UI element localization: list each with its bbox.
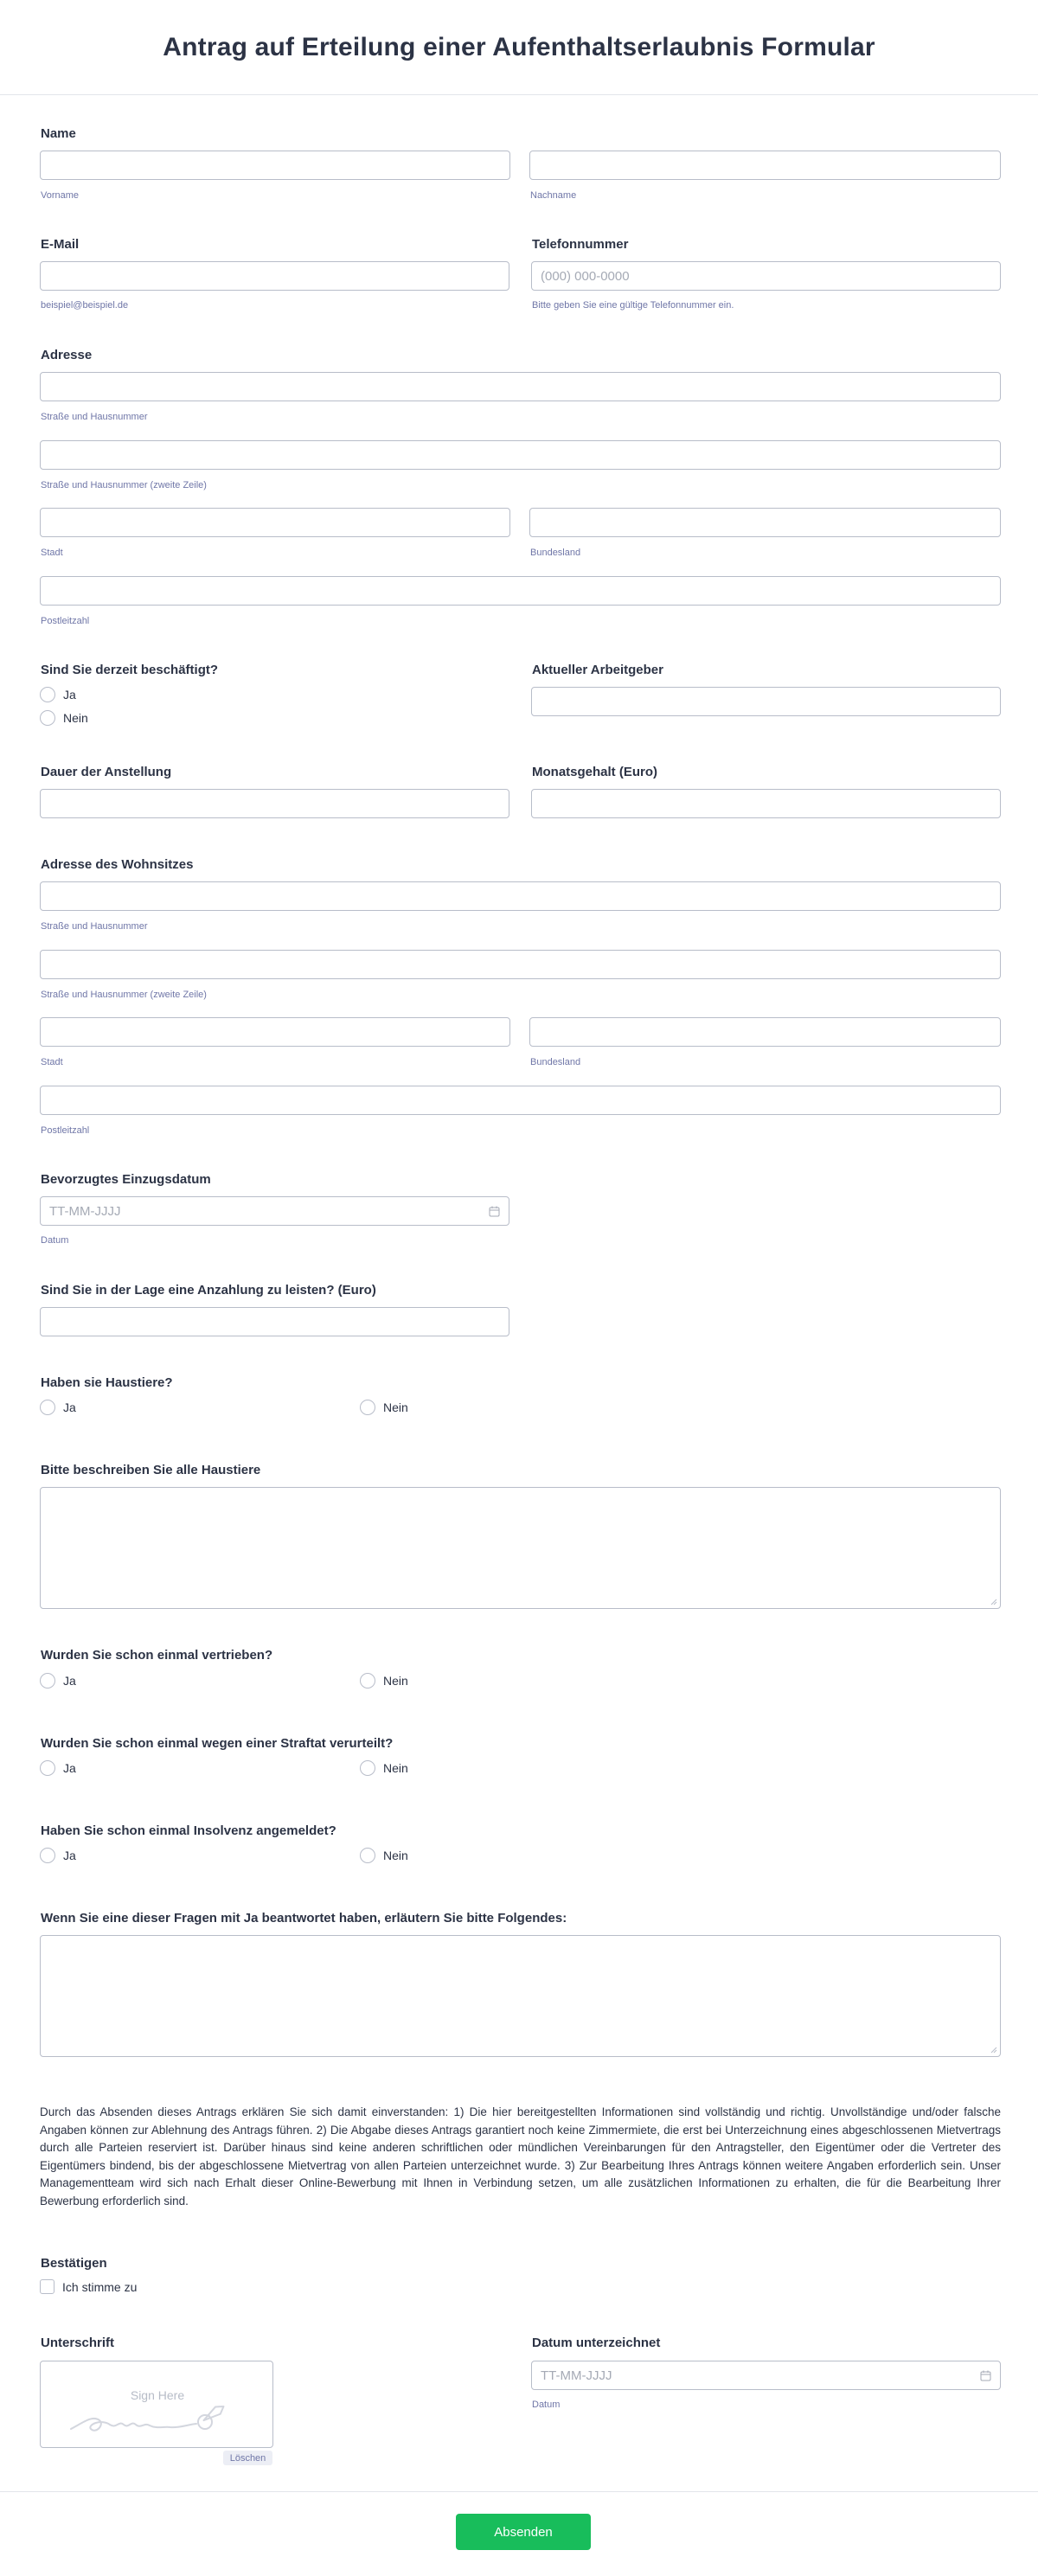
residence-street2-input[interactable]	[40, 950, 1001, 979]
signed-date-label: Datum unterzeichnet	[532, 2336, 661, 2350]
pets-yes-label: Ja	[63, 1400, 76, 1414]
convicted-label: Wurden Sie schon einmal wegen einer Straftat verurteilt?	[41, 1736, 394, 1751]
phone-placeholder: (000) 000-0000	[541, 269, 630, 284]
form-title: Antrag auf Erteilung einer Aufenthaltserlaubnis Formular	[163, 32, 875, 61]
signed-date-sublabel: Datum	[532, 2400, 561, 2410]
pets-no-radio[interactable]	[360, 1400, 408, 1415]
employer-input[interactable]	[531, 687, 1001, 716]
name-label: Name	[41, 126, 76, 141]
agree-checkbox[interactable]	[40, 2279, 137, 2294]
signed-date-placeholder: TT-MM-JJJJ	[541, 2368, 612, 2383]
last-name-sublabel: Nachname	[530, 190, 577, 201]
evicted-no-radio[interactable]	[360, 1673, 408, 1688]
bankrupt-no-radio[interactable]	[360, 1848, 408, 1863]
phone-input[interactable]	[531, 261, 1001, 291]
employed-label: Sind Sie derzeit beschäftigt?	[41, 663, 219, 677]
address-label: Adresse	[41, 348, 93, 362]
signature-clear-button[interactable]: Löschen	[223, 2451, 272, 2465]
explain-label: Wenn Sie eine dieser Fragen mit Ja beantwortet haben, erläutern Sie bitte Folgendes:	[41, 1911, 567, 1926]
bankrupt-yes-radio[interactable]	[40, 1848, 76, 1863]
residence-state-input[interactable]	[529, 1017, 1001, 1047]
form-header	[0, 0, 1038, 95]
email-sublabel: beispiel@beispiel.de	[41, 300, 129, 311]
address-street-sublabel: Straße und Hausnummer	[41, 412, 148, 422]
move-date-sublabel: Datum	[41, 1235, 69, 1246]
calendar-icon[interactable]	[489, 1206, 500, 1217]
pets-no-label: Nein	[383, 1400, 408, 1414]
address-state-sublabel: Bundesland	[530, 548, 581, 558]
explain-textarea[interactable]	[40, 1935, 1001, 2057]
residence-zip-input[interactable]	[40, 1086, 1001, 1115]
confirm-label: Bestätigen	[41, 2256, 107, 2271]
evicted-no-label: Nein	[383, 1674, 408, 1688]
radio-circle[interactable]	[40, 1848, 55, 1863]
radio-circle[interactable]	[360, 1848, 375, 1863]
deposit-label: Sind Sie in der Lage eine Anzahlung zu leisten? (Euro)	[41, 1283, 376, 1298]
bankrupt-yes-label: Ja	[63, 1849, 76, 1862]
employed-yes-radio[interactable]	[40, 687, 76, 702]
radio-circle[interactable]	[360, 1400, 375, 1415]
radio-circle[interactable]	[40, 1400, 55, 1415]
email-input[interactable]	[40, 261, 509, 291]
duration-label: Dauer der Anstellung	[41, 765, 172, 779]
convicted-yes-radio[interactable]	[40, 1760, 76, 1776]
convicted-yes-label: Ja	[63, 1761, 76, 1775]
address-zip-sublabel: Postleitzahl	[41, 616, 90, 626]
first-name-input[interactable]	[40, 151, 510, 180]
convicted-no-radio[interactable]	[360, 1760, 408, 1776]
last-name-input[interactable]	[529, 151, 1001, 180]
move-date-placeholder: TT-MM-JJJJ	[49, 1204, 121, 1219]
radio-circle[interactable]	[40, 1760, 55, 1776]
address-city-input[interactable]	[40, 508, 510, 537]
residence-city-sublabel: Stadt	[41, 1057, 63, 1067]
signed-date-input[interactable]	[531, 2361, 1001, 2390]
residence-label: Adresse des Wohnsitzes	[41, 857, 194, 872]
signature-pad[interactable]	[40, 2361, 273, 2448]
employed-no-label: Nein	[63, 711, 88, 725]
employed-yes-label: Ja	[63, 688, 76, 702]
move-date-input[interactable]	[40, 1196, 509, 1226]
signature-label: Unterschrift	[41, 2336, 115, 2350]
bankrupt-label: Haben Sie schon einmal Insolvenz angemeldet?	[41, 1823, 336, 1838]
radio-circle[interactable]	[360, 1673, 375, 1688]
bankrupt-no-label: Nein	[383, 1849, 408, 1862]
checkbox-box[interactable]	[40, 2279, 54, 2294]
submit-button[interactable]: Absenden	[456, 2514, 591, 2550]
radio-circle[interactable]	[40, 710, 55, 726]
address-street2-input[interactable]	[40, 440, 1001, 470]
address-city-sublabel: Stadt	[41, 548, 63, 558]
pets-yes-radio[interactable]	[40, 1400, 76, 1415]
evicted-label: Wurden Sie schon einmal vertrieben?	[41, 1648, 273, 1663]
terms-paragraph: Durch das Absenden dieses Antrags erklären Sie sich damit einverstanden: 1) Die hier bereitgestellten Informationen sind vollständig und richtig. Unvollständige und/oder falsche Angaben können zur Ablehnung des Antrags führen. 2) Die Abgabe dieses Antrags garantiert noch keine Zimmermiete, die erst bei Unterzeichnung eines abgeschlossenen Mietvertrags durch alle Parteien reserviert ist. Darüber hinaus sind keine anderen schriftlichen oder mündlichen Vereinbarungen für den Antragsteller, den Eigentümer oder die Vertreter des Eigentümers bindend, bis der abgeschlossene Mietvertrag von allen Parteien unterzeichnet wurde. 3) Zur Bearbeitung Ihres Antrags können weitere Angaben erforderlich sein. Unser Managementteam wird sich nach Erhalt dieser Online-Bewerbung mit Ihnen in Verbindung setzen, um alle zusätzlichen Informationen zu erhalten, die für die Bearbeitung Ihrer Bewerbung erforderlich sind.	[40, 2105, 1001, 2208]
residence-street-input[interactable]	[40, 881, 1001, 911]
pets-desc-textarea[interactable]	[40, 1487, 1001, 1609]
radio-circle[interactable]	[40, 1673, 55, 1688]
signature-scribble-icon	[67, 2396, 248, 2439]
calendar-icon[interactable]	[980, 2370, 991, 2381]
pets-label: Haben sie Haustiere?	[41, 1375, 173, 1390]
residence-street2-sublabel: Straße und Hausnummer (zweite Zeile)	[41, 990, 207, 1000]
radio-circle[interactable]	[360, 1760, 375, 1776]
residence-zip-sublabel: Postleitzahl	[41, 1125, 90, 1136]
phone-label: Telefonnummer	[532, 237, 629, 252]
convicted-no-label: Nein	[383, 1761, 408, 1775]
deposit-input[interactable]	[40, 1307, 509, 1336]
signature-placeholder: Sign Here	[130, 2388, 185, 2402]
address-street2-sublabel: Straße und Hausnummer (zweite Zeile)	[41, 480, 207, 490]
duration-input[interactable]	[40, 789, 509, 818]
resize-handle-icon[interactable]	[990, 2047, 997, 2054]
salary-input[interactable]	[531, 789, 1001, 818]
phone-sublabel: Bitte geben Sie eine gültige Telefonnummer ein.	[532, 300, 734, 311]
salary-label: Monatsgehalt (Euro)	[532, 765, 657, 779]
pets-desc-label: Bitte beschreiben Sie alle Haustiere	[41, 1463, 261, 1477]
resize-handle-icon[interactable]	[990, 1599, 997, 1605]
address-street-input[interactable]	[40, 372, 1001, 401]
address-state-input[interactable]	[529, 508, 1001, 537]
evicted-yes-radio[interactable]	[40, 1673, 76, 1688]
residence-street-sublabel: Straße und Hausnummer	[41, 921, 148, 932]
employer-label: Aktueller Arbeitgeber	[532, 663, 663, 677]
form-footer	[0, 2491, 1038, 2576]
radio-circle[interactable]	[40, 687, 55, 702]
agree-checkbox-label: Ich stimme zu	[62, 2279, 138, 2294]
residence-city-input[interactable]	[40, 1017, 510, 1047]
first-name-sublabel: Vorname	[41, 190, 80, 201]
evicted-yes-label: Ja	[63, 1674, 76, 1688]
employed-no-radio[interactable]	[40, 710, 88, 726]
address-zip-input[interactable]	[40, 576, 1001, 606]
move-date-label: Bevorzugtes Einzugsdatum	[41, 1172, 211, 1187]
residence-state-sublabel: Bundesland	[530, 1057, 581, 1067]
email-label: E-Mail	[41, 237, 80, 252]
